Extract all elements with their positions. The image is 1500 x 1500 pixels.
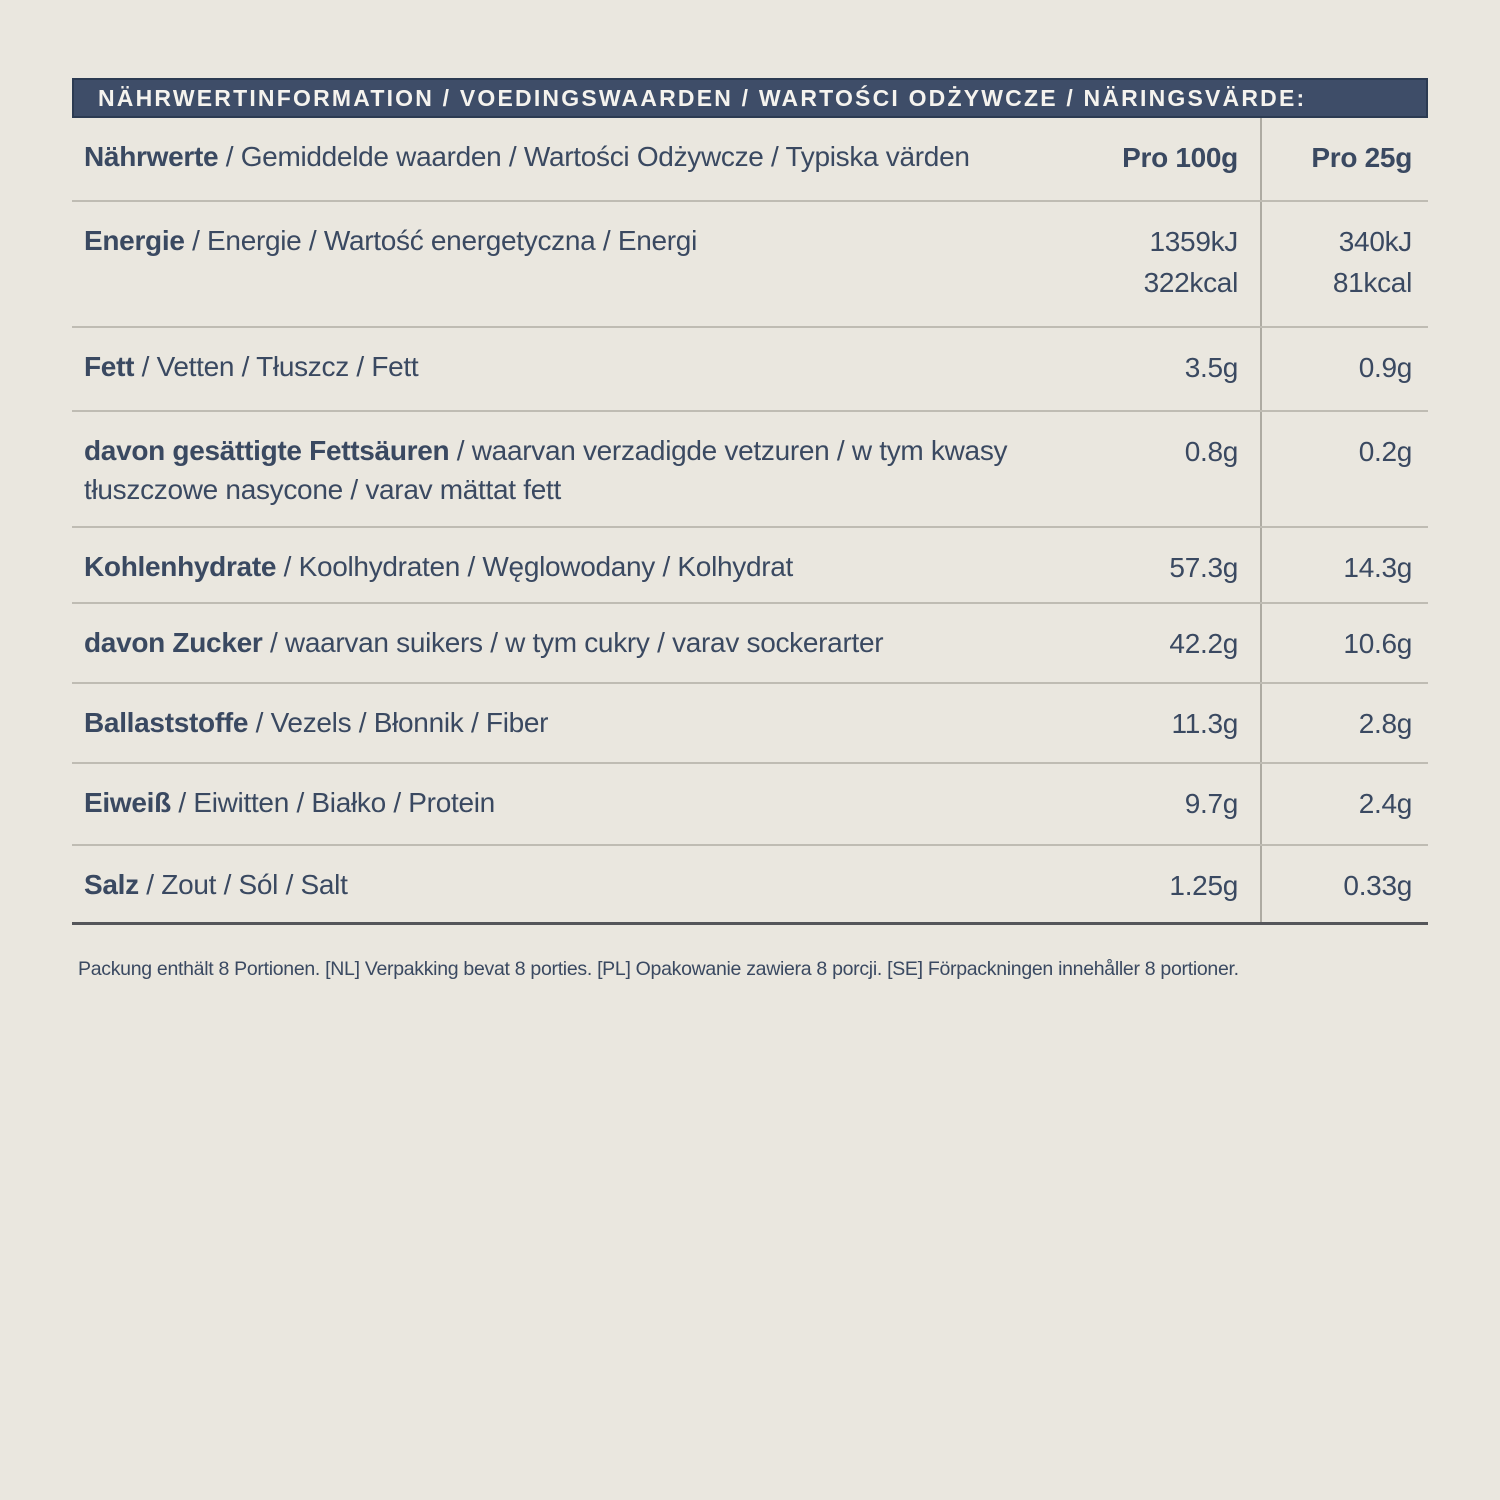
value-grams: 0.8g [1184,436,1238,467]
pro-100g-label: Pro 100g [1122,142,1238,173]
row-label [72,764,1062,844]
value-per-25g [1262,764,1428,844]
table-header-row [72,118,1428,202]
value-grams: 0.33g [1343,870,1412,901]
value-grams: 14.3g [1343,552,1412,583]
nutrition-header-bar [72,78,1428,118]
table-row-fat [72,328,1428,412]
table-row-sugars [72,604,1428,684]
value-grams: 3.5g [1184,352,1238,383]
row-label-text [84,221,1042,260]
nutrition-table [72,118,1428,925]
row-label-rest: / Vezels / Błonnik / Fiber [248,707,549,738]
header-row-label-bold: Nährwerte [84,141,219,172]
value-grams: 9.7g [1184,788,1238,819]
table-row-protein [72,764,1428,846]
value-grams: 2.4g [1358,788,1412,819]
value-grams: 2.8g [1358,708,1412,739]
value-per-100g [1062,202,1262,326]
row-label-text [84,703,1042,742]
value-grams: 10.6g [1343,628,1412,659]
table-row-energy [72,202,1428,328]
table-row-salt [72,846,1428,925]
value-per-100g [1062,846,1262,922]
row-label [72,202,1062,326]
row-label-rest: / Eiwitten / Białko / Protein [170,787,495,818]
value-per-100g [1062,764,1262,844]
value-grams: 57.3g [1169,552,1238,583]
nutrition-panel [72,78,1428,981]
column-header-pro-100g [1062,118,1262,200]
row-label-rest: / waarvan suikers / w tym cukry / varav sockerarter [262,627,884,658]
value-per-100g [1062,328,1262,410]
row-label-text [84,623,1042,662]
value-per-25g [1262,328,1428,410]
row-label [72,528,1062,602]
value-per-100g [1062,412,1262,526]
row-label [72,412,1062,526]
row-label [72,684,1062,762]
servings-note: Packung enthält 8 Portionen. [NL] Verpakking bevat 8 porties. [PL] Opakowanie zawiera 8 porcji. [SE] Förpackningen innehåller 8 portioner. [78,958,1239,980]
value-per-100g [1062,684,1262,762]
nutrition-header-title: NÄHRWERTINFORMATION / VOEDINGSWAARDEN / WARTOŚCI ODŻYWCZE / NÄRINGSVÄRDE: [98,84,1307,111]
row-label-rest: / Energie / Wartość energetyczna / Energi [184,225,697,256]
value-kcal: 322kcal [1143,267,1238,298]
row-label-bold: Energie [84,225,185,256]
value-per-100g [1062,604,1262,682]
row-label [72,604,1062,682]
value-per-25g [1262,412,1428,526]
row-label-rest: / Koolhydraten / Węglowodany / Kolhydrat [276,551,794,582]
value-per-25g [1262,846,1428,922]
row-label-bold: Kohlenhydrate [84,551,277,582]
table-row-fiber [72,684,1428,764]
value-per-25g [1262,528,1428,602]
value-per-25g [1262,684,1428,762]
row-label-bold: Eiweiß [84,787,171,818]
row-label-rest: / waarvan verzadigde vetzuren / w tym kwasy tłuszczowe nasycone / varav mättat fett [84,435,1008,505]
table-row-carbohydrates [72,528,1428,604]
value-grams: 0.2g [1358,436,1412,467]
row-label-text [84,547,1042,586]
row-label-bold: Fett [84,351,135,382]
row-label [72,328,1062,410]
row-label-bold: davon gesättigte Fettsäuren [84,435,450,466]
row-label-rest: / Zout / Sól / Salt [138,869,348,900]
value-grams: 11.3g [1171,708,1238,739]
table-row-saturated-fat [72,412,1428,528]
column-header-pro-25g [1262,118,1428,200]
value-per-25g [1262,604,1428,682]
row-label-text [84,865,1042,904]
row-label-text [84,431,1042,509]
value-per-100g [1062,528,1262,602]
row-label-text [84,347,1042,386]
row-label-rest: / Vetten / Tłuszcz / Fett [134,351,419,382]
row-label-bold: Salz [84,869,139,900]
header-row-label-text [84,137,1042,176]
value-grams: 42.2g [1169,628,1238,659]
row-label-bold: davon Zucker [84,627,263,658]
value-per-25g [1262,202,1428,326]
header-row-label [72,118,1062,200]
value-kcal: 81kcal [1332,267,1412,298]
header-row-label-rest: / Gemiddelde waarden / Wartości Odżywcze / Typiska värden [218,141,970,172]
value-grams: 1.25g [1169,870,1238,901]
row-label-bold: Ballaststoffe [84,707,249,738]
value-kj: 1359kJ [1149,226,1238,257]
pro-25g-label: Pro 25g [1311,142,1412,173]
row-label [72,846,1062,922]
row-label-text [84,783,1042,822]
value-kj: 340kJ [1338,226,1412,257]
value-grams: 0.9g [1358,352,1412,383]
